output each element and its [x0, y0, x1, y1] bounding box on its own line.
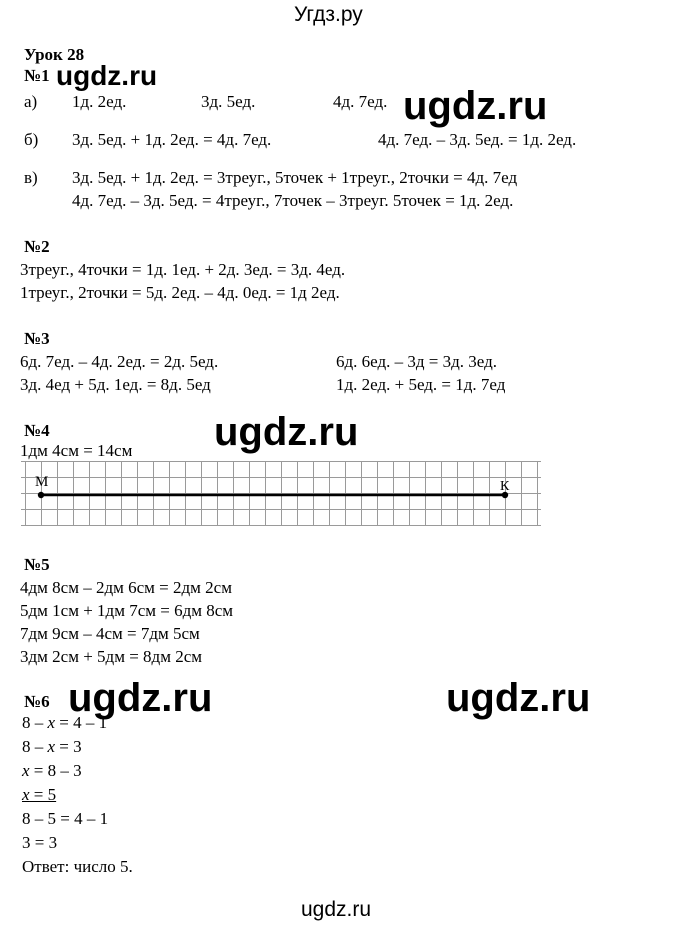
ex2-line: 1треуг., 2точки = 5д. 2ед. – 4д. 0ед. = 1д 2ед. — [20, 283, 340, 302]
ex2-line: 3треуг., 4точки = 1д. 1ед. + 2д. 3ед. = 3д. 4ед. — [20, 260, 346, 279]
watermark: ugdz.ru — [403, 84, 548, 128]
ex1-a-item: 1д. 2ед. — [72, 92, 127, 111]
ex3-line: 6д. 7ед. – 4д. 2ед. = 2д. 5ед. — [20, 352, 219, 371]
ex5-heading: №5 — [24, 555, 50, 574]
watermark: ugdz.ru — [56, 60, 158, 91]
ex3-line: 6д. 6ед. – 3д = 3д. 3ед. — [336, 352, 497, 371]
ex1-heading: №1 — [24, 66, 50, 85]
point-m-label: М — [35, 474, 49, 490]
ex1-a-label: а) — [24, 92, 38, 111]
ex5-line: 5дм 1см + 1дм 7см = 6дм 8см — [20, 601, 234, 620]
ex1-a-item: 3д. 5ед. — [201, 92, 256, 111]
watermark: ugdz.ru — [214, 410, 359, 454]
ex6-heading: №6 — [24, 692, 50, 711]
ex5-line: 3дм 2см + 5дм = 8дм 2см — [20, 647, 203, 666]
grid-paper — [21, 461, 541, 526]
ex1-v-line: 3д. 5ед. + 1д. 2ед. = 3треуг., 5точек + 1треуг., 2точки = 4д. 7ед — [72, 168, 518, 187]
lesson-title: Урок 28 — [24, 45, 85, 64]
ex1-b-left: 3д. 5ед. + 1д. 2ед. = 4д. 7ед. — [72, 130, 272, 149]
ex6-line: 8 – х = 3 — [22, 737, 82, 756]
ex1-a-item: 4д. 7ед. — [333, 92, 388, 111]
site-title: Угдз.ру — [294, 3, 363, 26]
ex4-line: 1дм 4см = 14см — [20, 441, 133, 460]
ex1-v-line: 4д. 7ед. – 3д. 5ед. = 4треуг., 7точек – 3треуг. 5точек = 1д. 2ед. — [72, 191, 514, 210]
point-k-label: К — [500, 479, 510, 494]
ex1-b-right: 4д. 7ед. – 3д. 5ед. = 1д. 2ед. — [378, 130, 577, 149]
watermark: ugdz.ru — [68, 676, 213, 720]
point-m — [38, 492, 44, 498]
ex1-v-label: в) — [24, 168, 38, 187]
footer-site: ugdz.ru — [301, 898, 372, 921]
watermark: ugdz.ru — [446, 676, 591, 720]
ex3-heading: №3 — [24, 329, 50, 348]
ex3-line: 1д. 2ед. + 5ед. = 1д. 7ед — [336, 375, 506, 394]
ex5-line: 4дм 8см – 2дм 6см = 2дм 2см — [20, 578, 232, 597]
ex1-b-label: б) — [24, 130, 39, 149]
ex6-line: 3 = 3 — [22, 833, 58, 852]
ex6-line: х = 8 – 3 — [22, 761, 82, 780]
ex6-line-answer-x: х = 5 — [22, 785, 57, 804]
ex2-heading: №2 — [24, 237, 50, 256]
ex3-line: 3д. 4ед + 5д. 1ед. = 8д. 5ед — [20, 375, 211, 394]
ex6-line: 8 – 5 = 4 – 1 — [22, 809, 109, 828]
ex5-line: 7дм 9см – 4см = 7дм 5см — [20, 624, 200, 643]
ex4-heading: №4 — [24, 421, 50, 440]
ex6-answer: Ответ: число 5. — [22, 857, 133, 876]
ex6-line: 8 – х = 4 – 1 — [22, 713, 108, 732]
